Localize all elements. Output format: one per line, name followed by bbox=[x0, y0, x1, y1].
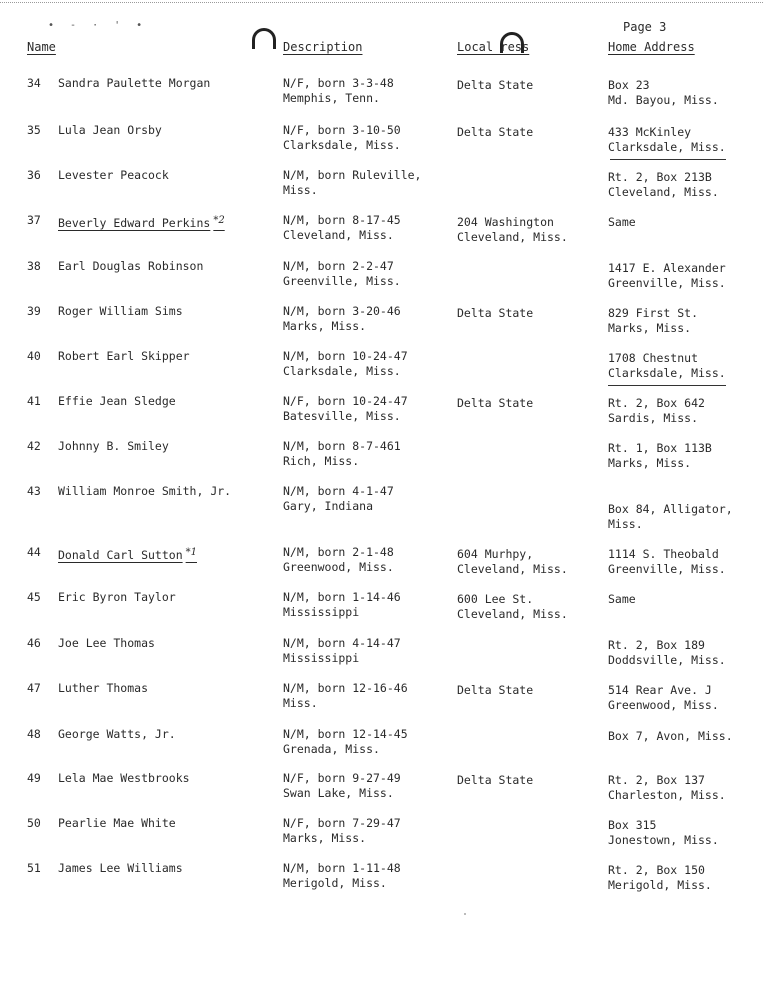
table-row bbox=[0, 545, 763, 585]
description-line: N/M, born 8-17-45 bbox=[283, 213, 401, 227]
home-address bbox=[608, 306, 698, 336]
description-line: N/M, born 10-24-47 bbox=[283, 349, 408, 363]
local-address-line: Cleveland, Miss. bbox=[457, 607, 568, 621]
home-address bbox=[608, 261, 726, 291]
student-name bbox=[58, 681, 148, 696]
home-address-line: 1114 S. Theobald bbox=[608, 547, 719, 561]
home-address-line: Cleveland, Miss. bbox=[608, 185, 719, 199]
description-line: N/M, born 4-14-47 bbox=[283, 636, 401, 650]
description-line: N/M, born 12-14-45 bbox=[283, 727, 408, 741]
home-address-line: Rt. 2, Box 189 bbox=[608, 638, 705, 652]
description-line: N/F, born 3-10-50 bbox=[283, 123, 401, 137]
table-row bbox=[0, 76, 763, 116]
description bbox=[283, 727, 408, 757]
description-line: N/M, born 1-11-48 bbox=[283, 861, 401, 875]
home-address bbox=[608, 215, 636, 230]
local-address-line: 604 Murhpy, bbox=[457, 547, 534, 561]
student-name bbox=[58, 771, 190, 786]
header-name: Name bbox=[27, 40, 56, 54]
row-number: 50 bbox=[27, 816, 41, 830]
table-row bbox=[0, 349, 763, 389]
student-name-text: Robert Earl Skipper bbox=[58, 349, 190, 363]
student-name-text: Earl Douglas Robinson bbox=[58, 259, 204, 273]
description-line: Greenville, Miss. bbox=[283, 274, 401, 288]
home-address bbox=[608, 78, 719, 108]
description bbox=[283, 771, 401, 801]
local-address-line: Delta State bbox=[457, 396, 534, 410]
student-name-text: Lela Mae Westbrooks bbox=[58, 771, 190, 785]
header-home-address: Home Address bbox=[608, 40, 695, 54]
student-name-text: George Watts, Jr. bbox=[58, 727, 176, 741]
home-address bbox=[608, 818, 719, 848]
page-number: Page 3 bbox=[623, 20, 667, 34]
description bbox=[283, 304, 401, 334]
description-line: Clarksdale, Miss. bbox=[283, 138, 401, 152]
student-name-text: Effie Jean Sledge bbox=[58, 394, 176, 408]
description-line: Greenwood, Miss. bbox=[283, 560, 394, 574]
row-number: 44 bbox=[27, 545, 41, 559]
row-number: 38 bbox=[27, 259, 41, 273]
description bbox=[283, 394, 408, 424]
description-line: N/M, born 3-20-46 bbox=[283, 304, 401, 318]
header-description: Description bbox=[283, 40, 363, 54]
home-address bbox=[608, 547, 726, 577]
table-row bbox=[0, 394, 763, 434]
home-address-line: Marks, Miss. bbox=[608, 456, 692, 470]
table-row bbox=[0, 816, 763, 856]
description-line: N/M, born 12-16-46 bbox=[283, 681, 408, 695]
row-number: 51 bbox=[27, 861, 41, 875]
student-name bbox=[58, 213, 225, 231]
row-number: 37 bbox=[27, 213, 41, 227]
home-address bbox=[608, 773, 726, 803]
local-address-line: Delta State bbox=[457, 125, 534, 139]
description bbox=[283, 439, 401, 469]
student-name-text: Lula Jean Orsby bbox=[58, 123, 162, 137]
home-address-line: Marks, Miss. bbox=[608, 321, 692, 335]
home-address-line: Rt. 2, Box 137 bbox=[608, 773, 705, 787]
description bbox=[283, 259, 401, 289]
student-name bbox=[58, 636, 155, 651]
description-line: N/M, born 1-14-46 bbox=[283, 590, 401, 604]
home-address-line: Box 84, Alligator, bbox=[608, 502, 733, 516]
home-address-line: 514 Rear Ave. J bbox=[608, 683, 712, 697]
home-address-line: Charleston, Miss. bbox=[608, 788, 726, 802]
home-address bbox=[608, 502, 733, 532]
home-address bbox=[608, 170, 719, 200]
description bbox=[283, 545, 394, 575]
description-line: Swan Lake, Miss. bbox=[283, 786, 394, 800]
handwritten-note: *1 bbox=[185, 547, 197, 558]
description bbox=[283, 590, 401, 620]
local-address-line: Delta State bbox=[457, 773, 534, 787]
description-line: N/M, born 8-7-461 bbox=[283, 439, 401, 453]
student-name-text: Luther Thomas bbox=[58, 681, 149, 695]
row-number: 35 bbox=[27, 123, 41, 137]
description-line: N/F, born 9-27-49 bbox=[283, 771, 401, 785]
description-line: N/M, born 2-1-48 bbox=[283, 545, 394, 559]
description bbox=[283, 861, 401, 891]
top-specks: • - · ' • bbox=[48, 20, 148, 31]
home-address bbox=[608, 592, 636, 607]
description-line: Miss. bbox=[283, 183, 318, 197]
description bbox=[283, 349, 408, 379]
description-line: Mississippi bbox=[283, 605, 360, 619]
home-address bbox=[608, 441, 712, 471]
home-address-line: Box 315 bbox=[608, 818, 657, 832]
description bbox=[283, 123, 401, 153]
student-name bbox=[58, 439, 169, 454]
row-number: 47 bbox=[27, 681, 41, 695]
header-local-address: Local ress bbox=[457, 40, 530, 54]
local-address bbox=[457, 396, 533, 411]
local-address-line: Delta State bbox=[457, 306, 534, 320]
row-number: 49 bbox=[27, 771, 41, 785]
hole-punch-mark-left bbox=[252, 28, 276, 49]
row-number: 48 bbox=[27, 727, 41, 741]
description-line: Miss. bbox=[283, 696, 318, 710]
home-address-line: Clarksdale, Miss. bbox=[608, 140, 726, 154]
home-address-line: Same bbox=[608, 215, 636, 229]
student-name bbox=[58, 304, 183, 319]
home-address-line: Greenville, Miss. bbox=[608, 562, 726, 576]
local-address-line: Cleveland, Miss. bbox=[457, 562, 568, 576]
description-line: Batesville, Miss. bbox=[283, 409, 401, 423]
home-address bbox=[608, 683, 719, 713]
home-address-line: Rt. 2, Box 213B bbox=[608, 170, 712, 184]
home-address-line: Sardis, Miss. bbox=[608, 411, 699, 425]
description-line: Grenada, Miss. bbox=[283, 742, 380, 756]
local-address-line: Delta State bbox=[457, 683, 534, 697]
row-number: 43 bbox=[27, 484, 41, 498]
table-row bbox=[0, 861, 763, 901]
row-number: 34 bbox=[27, 76, 41, 90]
table-row bbox=[0, 484, 763, 531]
perforation-edge bbox=[0, 2, 763, 5]
student-name bbox=[58, 349, 190, 364]
handwritten-note: *2 bbox=[213, 215, 225, 226]
description-line: Clarksdale, Miss. bbox=[283, 364, 401, 378]
description bbox=[283, 168, 421, 198]
student-name-text: Eric Byron Taylor bbox=[58, 590, 176, 604]
handwritten-underline-chestnut bbox=[608, 385, 726, 386]
description-line: N/F, born 10-24-47 bbox=[283, 394, 408, 408]
home-address-line: Merigold, Miss. bbox=[608, 878, 712, 892]
student-name-text: Sandra Paulette Morgan bbox=[58, 76, 211, 90]
row-number: 46 bbox=[27, 636, 41, 650]
table-row bbox=[0, 681, 763, 721]
student-name-text: Roger William Sims bbox=[58, 304, 183, 318]
description bbox=[283, 636, 401, 666]
home-address-line: Miss. bbox=[608, 517, 643, 531]
home-address-line: Rt. 2, Box 642 bbox=[608, 396, 705, 410]
local-address-line: 600 Lee St. bbox=[457, 592, 534, 606]
home-address bbox=[608, 638, 726, 668]
student-name-text: Joe Lee Thomas bbox=[58, 636, 155, 650]
row-number: 39 bbox=[27, 304, 41, 318]
student-name-text: Donald Carl Sutton bbox=[58, 548, 183, 562]
student-name bbox=[58, 727, 176, 742]
student-name-text: Pearlie Mae White bbox=[58, 816, 176, 830]
home-address-line: Greenville, Miss. bbox=[608, 276, 726, 290]
description bbox=[283, 681, 408, 711]
description bbox=[283, 484, 394, 514]
local-address bbox=[457, 773, 533, 788]
description-line: N/F, born 7-29-47 bbox=[283, 816, 401, 830]
table-row bbox=[0, 304, 763, 344]
description-line: Mississippi bbox=[283, 651, 360, 665]
student-name bbox=[58, 484, 231, 499]
student-name-text: William Monroe Smith, Jr. bbox=[58, 484, 232, 498]
home-address-line: 1417 E. Alexander bbox=[608, 261, 726, 275]
home-address-line: Doddsville, Miss. bbox=[608, 653, 726, 667]
home-address bbox=[608, 729, 733, 744]
student-name bbox=[58, 816, 176, 831]
home-address bbox=[608, 396, 705, 426]
student-name bbox=[58, 590, 176, 605]
description-line: Merigold, Miss. bbox=[283, 876, 387, 890]
home-address-line: 829 First St. bbox=[608, 306, 699, 320]
student-name bbox=[58, 76, 210, 91]
local-address-line: Cleveland, Miss. bbox=[457, 230, 568, 244]
description-line: Cleveland, Miss. bbox=[283, 228, 394, 242]
table-row bbox=[0, 259, 763, 299]
description-line: N/M, born 4-1-47 bbox=[283, 484, 394, 498]
home-address-line: 433 McKinley bbox=[608, 125, 692, 139]
paper-speck bbox=[464, 913, 466, 915]
description-line: Rich, Miss. bbox=[283, 454, 360, 468]
description bbox=[283, 816, 401, 846]
table-row bbox=[0, 636, 763, 676]
table-row bbox=[0, 168, 763, 208]
home-address-line: Jonestown, Miss. bbox=[608, 833, 719, 847]
student-name bbox=[58, 168, 169, 183]
description bbox=[283, 76, 394, 106]
home-address-line: Rt. 2, Box 150 bbox=[608, 863, 705, 877]
local-address-line: Delta State bbox=[457, 78, 534, 92]
table-row bbox=[0, 771, 763, 811]
local-address bbox=[457, 306, 533, 321]
description-line: N/M, born Ruleville, bbox=[283, 168, 422, 182]
table-row bbox=[0, 727, 763, 767]
table-row bbox=[0, 213, 763, 253]
home-address bbox=[608, 351, 726, 381]
row-number: 36 bbox=[27, 168, 41, 182]
row-number: 41 bbox=[27, 394, 41, 408]
description-line: N/M, born 2-2-47 bbox=[283, 259, 394, 273]
description-line: Gary, Indiana bbox=[283, 499, 374, 513]
row-number: 42 bbox=[27, 439, 41, 453]
student-name-text: Levester Peacock bbox=[58, 168, 169, 182]
student-name bbox=[58, 861, 183, 876]
description-line: Marks, Miss. bbox=[283, 831, 367, 845]
table-row bbox=[0, 439, 763, 479]
local-address-line: 204 Washington bbox=[457, 215, 554, 229]
student-name-text: Johnny B. Smiley bbox=[58, 439, 169, 453]
home-address bbox=[608, 863, 712, 893]
home-address-line: Greenwood, Miss. bbox=[608, 698, 719, 712]
local-address bbox=[457, 125, 533, 140]
description-line: Memphis, Tenn. bbox=[283, 91, 380, 105]
student-name bbox=[58, 394, 176, 409]
description-line: Marks, Miss. bbox=[283, 319, 367, 333]
student-name bbox=[58, 123, 162, 138]
table-row bbox=[0, 590, 763, 630]
home-address-line: Md. Bayou, Miss. bbox=[608, 93, 719, 107]
description-line: N/F, born 3-3-48 bbox=[283, 76, 394, 90]
row-number: 45 bbox=[27, 590, 41, 604]
local-address bbox=[457, 683, 533, 698]
row-number: 40 bbox=[27, 349, 41, 363]
handwritten-underline-mckinley bbox=[610, 159, 726, 160]
student-name-text: Beverly Edward Perkins bbox=[58, 216, 211, 230]
home-address-line: 1708 Chestnut bbox=[608, 351, 699, 365]
home-address bbox=[608, 125, 726, 155]
description bbox=[283, 213, 401, 243]
table-row bbox=[0, 123, 763, 163]
local-address bbox=[457, 592, 568, 622]
home-address-line: Same bbox=[608, 592, 636, 606]
student-name bbox=[58, 545, 197, 563]
home-address-line: Box 7, Avon, Miss. bbox=[608, 729, 733, 743]
local-address bbox=[457, 215, 568, 245]
student-name-text: James Lee Williams bbox=[58, 861, 183, 875]
student-name bbox=[58, 259, 203, 274]
home-address-line: Clarksdale, Miss. bbox=[608, 366, 726, 380]
local-address bbox=[457, 78, 533, 93]
home-address-line: Box 23 bbox=[608, 78, 650, 92]
local-address bbox=[457, 547, 568, 577]
home-address-line: Rt. 1, Box 113B bbox=[608, 441, 712, 455]
